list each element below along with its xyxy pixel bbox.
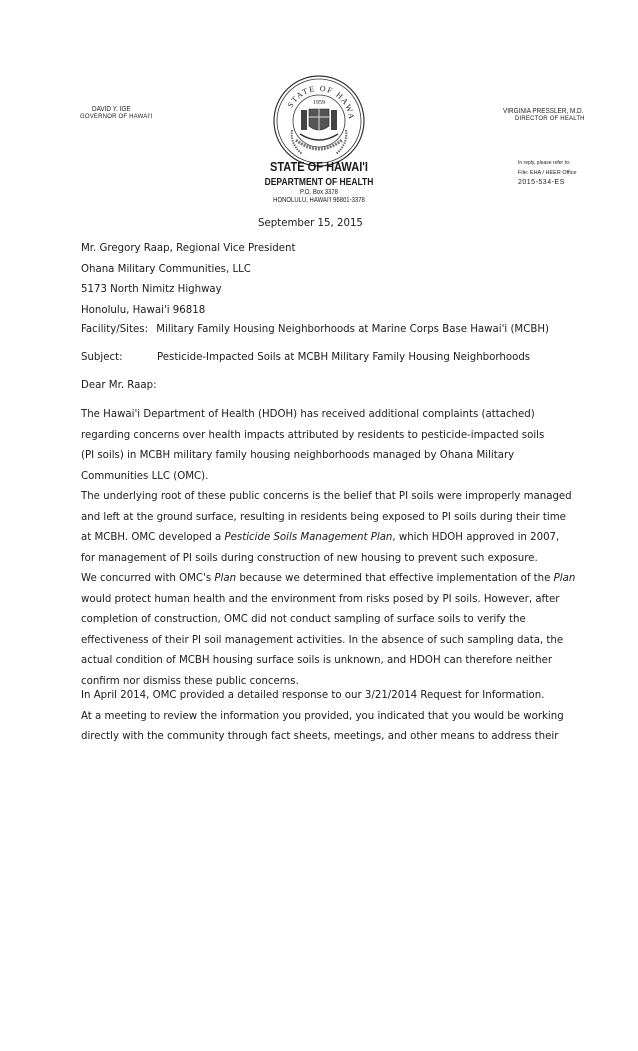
paragraph-line: effectiveness of their PI soil management activities. In the absence of such sampling data, the <box>81 634 564 646</box>
city-address: HONOLULU, HAWAI'I 96801-3378 <box>273 197 365 204</box>
paragraph-line: The Hawai'i Department of Health (HDOH) has received additional complaints (attached) <box>81 409 535 420</box>
po-box: P.O. Box 3378 <box>300 189 338 196</box>
paragraph-line <box>81 569 576 590</box>
paragraph-line: completion of construction, OMC did not conduct sampling of surface soils to verify the <box>81 614 526 625</box>
recipient-line: Ohana Military Communities, LLC <box>81 263 251 275</box>
recipient-line: Mr. Gregory Raap, Regional Vice President <box>81 243 296 254</box>
seal-text: STATE OF HAWA <box>285 83 357 121</box>
reply-reference <box>518 160 608 187</box>
paragraph-line: regarding concerns over health impacts attributed by residents to pesticide-impacted soils <box>81 429 545 441</box>
text-run: because we determined that effective implementation of the <box>236 573 554 584</box>
plan-title: Pesticide Soils Management Plan <box>224 532 393 543</box>
text-run: at MCBH. OMC developed a <box>81 532 225 543</box>
facility-value: Military Family Housing Neighborhoods at Marine Corps Base Hawai'i (MCBH) <box>156 324 549 335</box>
recipient-line: Honolulu, Hawai'i 96818 <box>81 304 206 316</box>
department-name: DEPARTMENT OF HEALTH <box>264 177 374 188</box>
subject-line <box>81 348 561 369</box>
text-run: , which HDOH approved in 2007, <box>392 532 560 543</box>
governor-title: GOVERNOR OF HAWAI'I <box>80 114 153 120</box>
letterhead <box>219 160 419 205</box>
state-seal <box>272 74 366 168</box>
paragraph-line: At a meeting to review the information you provided, you indicated that you would be working <box>81 710 564 722</box>
state-seal-icon <box>272 74 366 168</box>
facility-line <box>81 320 561 341</box>
subject-label: Subject: <box>81 352 123 363</box>
recipient-address <box>81 239 561 321</box>
paragraph-line: actual condition of MCBH housing surface soils is unknown, and HDOH can therefore neither <box>81 655 553 666</box>
salutation: Dear Mr. Raap: <box>81 380 157 391</box>
director-block <box>503 106 598 123</box>
paragraph-line: Communities LLC (OMC). <box>81 470 209 482</box>
text-run: We concurred with OMC's <box>81 573 215 584</box>
paragraph-line: for management of PI soils during construction of new housing to prevent such exposure. <box>81 552 538 564</box>
recipient-line: 5173 North Nimitz Highway <box>81 284 222 295</box>
seal-year: 1959 <box>313 100 325 106</box>
reply-number: 2015-534-ES <box>518 179 565 186</box>
letter-date: September 15, 2015 <box>258 218 363 229</box>
governor-block <box>80 104 153 121</box>
paragraph-line: confirm nor dismiss these public concerns. <box>81 675 299 687</box>
paragraph-line: In April 2014, OMC provided a detailed response to our 3/21/2014 Request for Information. <box>81 690 545 701</box>
paragraph-line: (PI soils) in MCBH military family housing neighborhoods managed by Ohana Military <box>81 450 515 461</box>
paragraph-line <box>81 528 561 549</box>
reply-file: File: EHA / HEER Office <box>518 170 577 176</box>
paragraph-line: The underlying root of these public concerns is the belief that PI soils were improperly managed <box>81 491 572 502</box>
state-name: STATE OF HAWAI'I <box>270 159 368 174</box>
director-title: DIRECTOR OF HEALTH <box>515 116 585 122</box>
subject-value: Pesticide-Impacted Soils at MCBH Military Family Housing Neighborhoods <box>157 352 531 363</box>
paragraph-line: would protect human health and the environment from risks posed by PI soils. However, after <box>81 593 560 605</box>
paragraph-line: directly with the community through fact sheets, meetings, and other means to address their <box>81 731 559 742</box>
paragraph-3 <box>81 686 564 748</box>
governor-name: DAVID Y. IGE <box>92 104 131 113</box>
paragraph-1 <box>81 405 561 487</box>
plan-reference: Plan <box>214 573 237 584</box>
facility-label: Facility/Sites: <box>81 324 149 335</box>
plan-reference: Plan <box>553 573 576 584</box>
paragraph-2 <box>81 487 576 692</box>
paragraph-line: and left at the ground surface, resulting in residents being exposed to PI soils during their time <box>81 511 566 523</box>
director-name: VIRGINIA PRESSLER, M.D. <box>503 106 584 115</box>
reply-label: In reply, please refer to: <box>518 160 571 166</box>
